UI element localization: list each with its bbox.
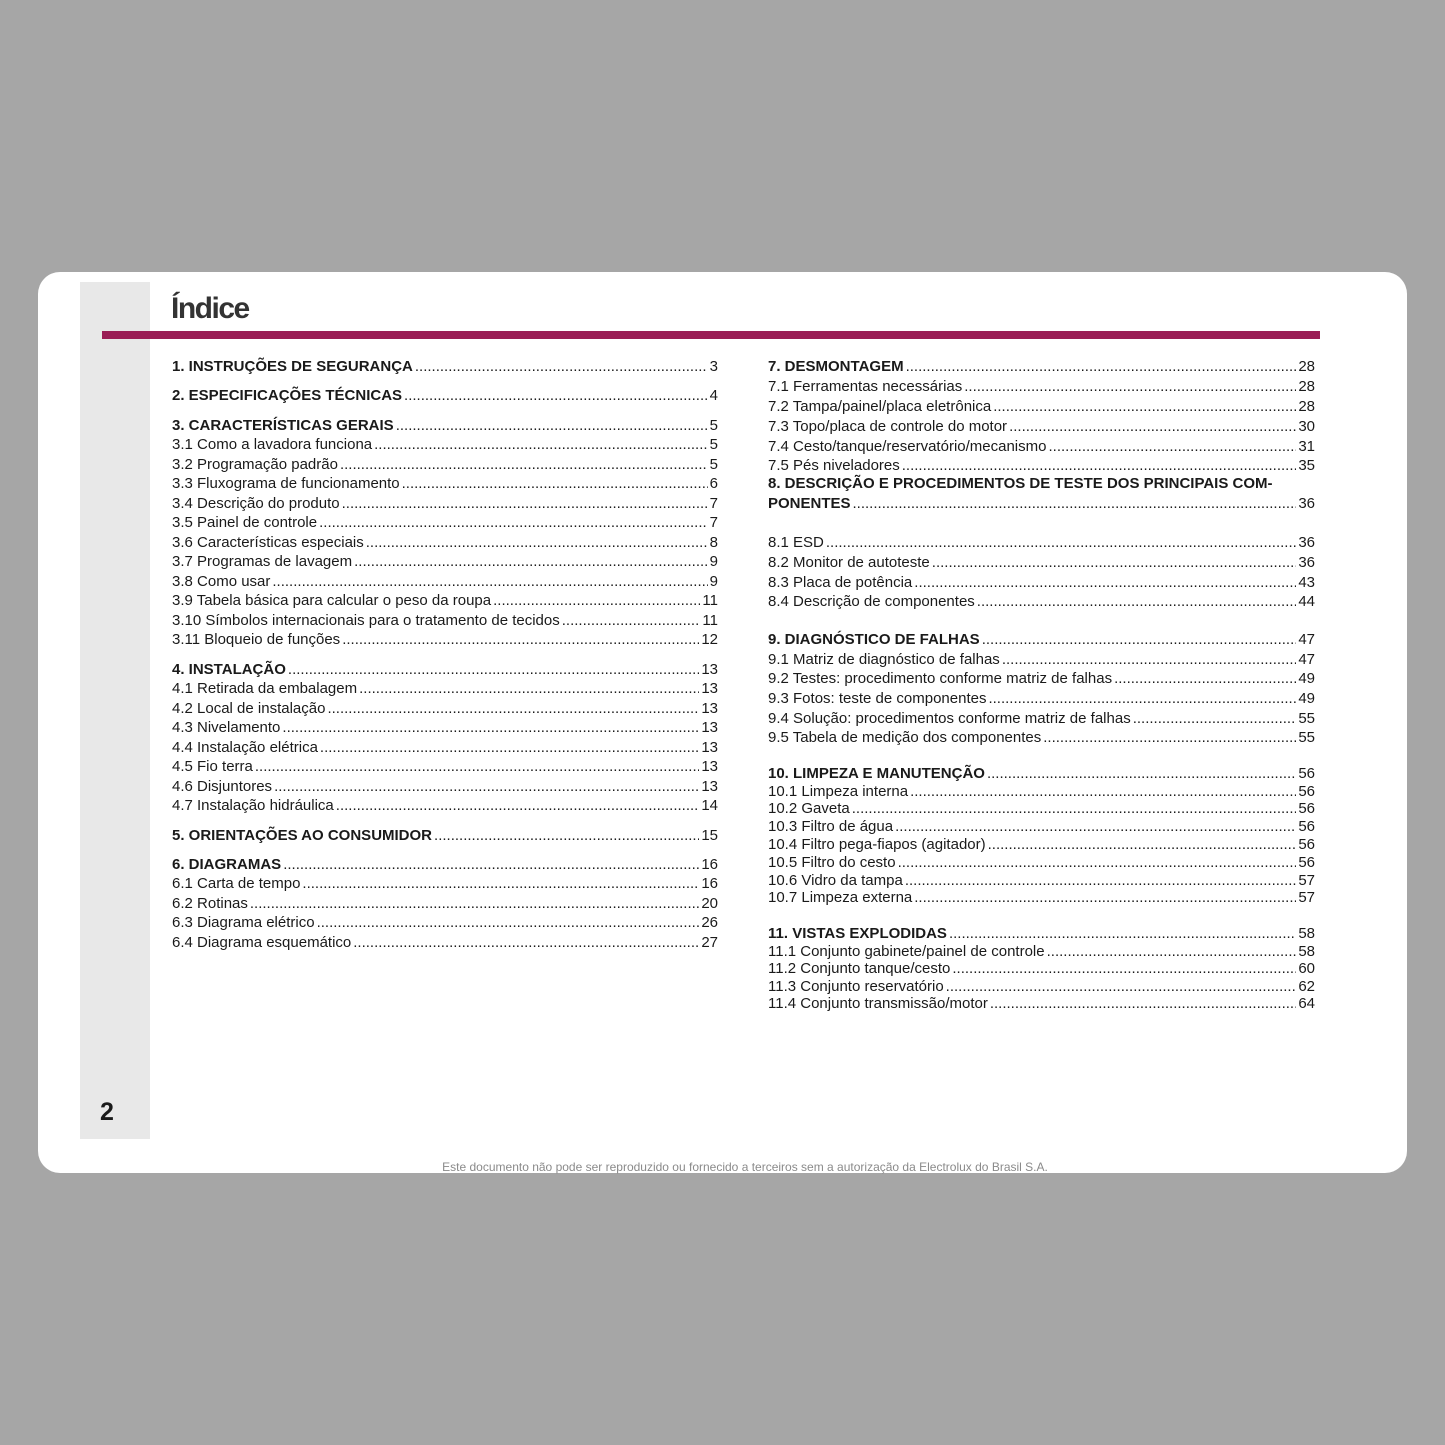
toc-dot-leader [914,574,1296,592]
toc-subsection-entry[interactable] [172,680,718,698]
toc-subsection-entry[interactable] [768,670,1315,688]
toc-dot-leader [366,534,708,552]
toc-entry-label: 6.3 Diagrama elétrico [172,914,315,931]
toc-entry-page: 4 [709,387,718,404]
toc-dot-leader [993,398,1296,416]
toc-dot-leader [952,960,1296,978]
toc-entry-label: 10.5 Filtro do cesto [768,854,896,871]
toc-subsection-entry[interactable] [768,574,1315,592]
toc-entry-label: 9.3 Fotos: teste de componentes [768,690,987,707]
toc-section-entry[interactable] [172,856,718,874]
toc-dot-leader [250,895,699,913]
toc-dot-leader [990,995,1296,1013]
toc-entry-label: 10.1 Limpeza interna [768,783,909,800]
toc-dot-leader [282,719,699,737]
toc-dot-leader [317,914,700,932]
toc-entry-label: 3.10 Símbolos internacionais para o tratamento de tecidos [172,612,560,629]
toc-entry-page: 31 [1298,438,1315,455]
toc-entry-label: 7. DESMONTAGEM [768,358,904,375]
toc-subsection-entry[interactable] [768,818,1315,836]
toc-entry-label: 4.1 Retirada da embalagem [172,680,358,697]
toc-entry-label: 8.4 Descrição de componentes [768,593,975,610]
toc-dot-leader [274,778,699,796]
toc-entry-label: 4.7 Instalação hidráulica [172,797,334,814]
toc-subsection-entry[interactable] [768,398,1315,416]
toc-subsection-entry[interactable] [768,783,1315,801]
toc-section-entry[interactable] [768,631,1315,649]
toc-entry-label: 11.3 Conjunto reservatório [768,978,944,995]
toc-entry-label: 3.6 Características especiais [172,534,364,551]
toc-entry-label: 4.5 Fio terra [172,758,253,775]
toc-entry-label: 9.5 Tabela de medição dos componentes [768,729,1042,746]
toc-entry-label: 3.5 Painel de controle [172,514,318,531]
toc-entry-label: 10.3 Filtro de água [768,818,894,835]
toc-dot-leader [1048,438,1296,456]
toc-entry-label: 6. DIAGRAMAS [172,856,282,873]
toc-entry-label: 4.4 Instalação elétrica [172,739,318,756]
toc-entry-label: 3.4 Descrição do produto [172,495,340,512]
toc-entry-page: 57 [1298,872,1315,889]
toc-entry-page: 27 [701,934,718,951]
toc-subsection-entry[interactable] [768,378,1315,396]
toc-dot-leader [902,457,1297,475]
toc-section-entry[interactable] [172,661,718,679]
toc-entry-label: 3.8 Como usar [172,573,271,590]
toc-entry-label: 9.4 Solução: procedimentos conforme matriz de falhas [768,710,1131,727]
toc-subsection-entry[interactable] [172,758,718,776]
toc-dot-leader [342,495,708,513]
toc-dot-leader [895,818,1296,836]
toc-entry-page: 6 [709,475,718,492]
toc-dot-leader [964,378,1296,396]
toc-entry-label: 6.1 Carta de tempo [172,875,301,892]
toc-entry-label: 3.7 Programas de lavagem [172,553,353,570]
toc-entry-page: 7 [709,495,718,512]
toc-entry-page: 64 [1298,995,1315,1012]
toc-entry-page: 55 [1298,729,1315,746]
toc-dot-leader [1133,710,1297,728]
toc-subsection-entry[interactable] [172,534,718,552]
toc-dot-leader [327,700,699,718]
toc-entry-page: 62 [1298,978,1315,995]
toc-entry-label: 10.4 Filtro pega-fiapos (agitador) [768,836,986,853]
toc-dot-leader [946,978,1297,996]
toc-subsection-entry[interactable] [768,651,1315,669]
toc-subsection-entry[interactable] [768,978,1315,996]
toc-subsection-entry[interactable] [768,710,1315,728]
toc-entry-label: 3.11 Bloqueio de funções [172,631,341,648]
toc-dot-leader [353,934,699,952]
toc-dot-leader [336,797,700,815]
toc-dot-leader [354,553,708,571]
toc-entry-page: 36 [1298,495,1315,512]
toc-entry-label: 7.2 Tampa/painel/placa eletrônica [768,398,992,415]
toc-dot-leader [434,827,699,845]
toc-dot-leader [319,514,708,532]
toc-dot-leader [562,612,701,630]
toc-entry-page: 28 [1298,358,1315,375]
toc-entry-label: 7.1 Ferramentas necessárias [768,378,963,395]
page-title: Índice [171,292,249,325]
toc-entry-page: 12 [701,631,718,648]
toc-section-entry[interactable] [768,765,1315,783]
toc-entry-label: 7.5 Pés niveladores [768,457,900,474]
toc-dot-leader [272,573,707,591]
toc-subsection-entry[interactable] [768,800,1315,818]
toc-section-entry[interactable] [768,925,1315,943]
toc-section-entry[interactable] [768,495,1315,513]
toc-dot-leader [255,758,699,776]
toc-entry-page: 5 [709,417,718,434]
toc-subsection-entry[interactable] [172,514,718,532]
toc-entry-page: 15 [701,827,718,844]
toc-entry-page: 36 [1298,554,1315,571]
toc-entry-label: 3.9 Tabela básica para calcular o peso da roupa [172,592,492,609]
toc-entry-page: 13 [701,661,718,678]
toc-entry-page: 56 [1298,818,1315,835]
toc-entry-page: 5 [709,456,718,473]
toc-dot-leader [906,358,1297,376]
toc-subsection-entry[interactable] [768,457,1315,475]
toc-dot-leader [988,836,1297,854]
toc-entry-page: 28 [1298,398,1315,415]
toc-entry-label: 1. INSTRUÇÕES DE SEGURANÇA [172,358,413,375]
toc-subsection-entry[interactable] [768,995,1315,1013]
toc-entry-page: 43 [1298,574,1315,591]
toc-entry-page: 56 [1298,765,1315,782]
toc-dot-leader [1043,729,1296,747]
toc-entry-page: 16 [701,856,718,873]
toc-subsection-entry[interactable] [768,943,1315,961]
toc-subsection-entry[interactable] [768,690,1315,708]
toc-entry-label: 11.4 Conjunto transmissão/motor [768,995,988,1012]
toc-subsection-entry[interactable] [172,719,718,737]
toc-entry-page: 28 [1298,378,1315,395]
toc-entry-label: 3.1 Como a lavadora funciona [172,436,373,453]
toc-entry-page: 44 [1298,593,1315,610]
toc-subsection-entry[interactable] [172,631,718,649]
toc-dot-leader [415,358,708,376]
toc-dot-leader [898,854,1297,872]
toc-entry-page: 7 [709,514,718,531]
toc-dot-leader [905,872,1296,890]
toc-entry-label: 8.1 ESD [768,534,824,551]
toc-entry-label: 6.4 Diagrama esquemático [172,934,352,951]
toc-entry-label: 11.2 Conjunto tanque/cesto [768,960,951,977]
toc-subsection-entry[interactable] [768,960,1315,978]
toc-subsection-entry[interactable] [768,889,1315,907]
toc-entry-page: 58 [1298,943,1315,960]
toc-entry-page: 36 [1298,534,1315,551]
toc-entry-label: 7.3 Topo/placa de controle do motor [768,418,1008,435]
toc-entry-page: 16 [701,875,718,892]
toc-entry-page: 13 [701,700,718,717]
toc-entry-label: 3. CARACTERÍSTICAS GERAIS [172,417,394,434]
toc-entry-label: 9.2 Testes: procedimento conforme matriz de falhas [768,670,1113,687]
toc-entry-label: 11.1 Conjunto gabinete/painel de controle [768,943,1045,960]
toc-dot-leader [374,436,708,454]
toc-dot-leader [949,925,1296,943]
toc-section-entry[interactable] [172,358,718,376]
toc-entry-label: 9. DIAGNÓSTICO DE FALHAS [768,631,980,648]
toc-entry-page: 55 [1298,710,1315,727]
toc-subsection-entry[interactable] [768,836,1315,854]
toc-entry-page: 49 [1298,670,1315,687]
toc-dot-leader [853,495,1297,513]
toc-subsection-entry[interactable] [768,418,1315,436]
toc-subsection-entry[interactable] [172,436,718,454]
toc-subsection-entry[interactable] [172,797,718,815]
toc-entry-label: 4.3 Nivelamento [172,719,281,736]
toc-entry-page: 13 [701,680,718,697]
toc-subsection-entry[interactable] [172,934,718,952]
toc-dot-leader [1114,670,1296,688]
toc-dot-leader [288,661,699,679]
document-page [38,272,1407,1173]
toc-subsection-entry[interactable] [172,573,718,591]
toc-entry-page: 35 [1298,457,1315,474]
toc-entry-label: 3.2 Programação padrão [172,456,338,473]
toc-subsection-entry[interactable] [768,729,1315,747]
toc-entry-page: 14 [701,797,718,814]
toc-dot-leader [987,765,1296,783]
toc-entry-label: 5. ORIENTAÇÕES AO CONSUMIDOR [172,827,433,844]
toc-subsection-entry[interactable] [172,700,718,718]
toc-entry-page: 47 [1298,631,1315,648]
toc-dot-leader [340,456,708,474]
toc-entry-page: 56 [1298,836,1315,853]
toc-subsection-entry[interactable] [768,438,1315,456]
toc-entry-label: 10.2 Gaveta [768,800,850,817]
footer-notice: Este documento não pode ser reproduzido ou fornecido a terceiros sem a autorização da Electrolux do Brasil S.A. [442,1160,1048,1174]
toc-subsection-entry[interactable] [172,612,718,630]
toc-dot-leader [359,680,699,698]
toc-dot-leader [914,889,1296,907]
toc-subsection-entry[interactable] [768,593,1315,611]
toc-entry-label: 4. INSTALAÇÃO [172,661,286,678]
toc-entry-page: 49 [1298,690,1315,707]
toc-subsection-entry[interactable] [768,854,1315,872]
toc-entry-label: 9.1 Matriz de diagnóstico de falhas [768,651,1000,668]
toc-dot-leader [283,856,699,874]
toc-dot-leader [1002,651,1297,669]
toc-entry-label: 10. LIMPEZA E MANUTENÇÃO [768,765,985,782]
toc-subsection-entry[interactable] [768,872,1315,890]
toc-entry-label: 8.2 Monitor de autoteste [768,554,930,571]
toc-dot-leader [302,875,699,893]
toc-entry-page: 56 [1298,854,1315,871]
toc-entry-page: 8 [709,534,718,551]
toc-entry-label: 4.2 Local de instalação [172,700,326,717]
toc-entry-page: 58 [1298,925,1315,942]
toc-subsection-entry[interactable] [172,475,718,493]
toc-entry-page: 13 [701,758,718,775]
toc-dot-leader [826,534,1296,552]
toc-entry-label: 10.6 Vidro da tampa [768,872,903,889]
toc-subsection-entry[interactable] [172,592,718,610]
toc-entry-label: 11. VISTAS EXPLODIDAS [768,925,947,942]
toc-subsection-entry[interactable] [172,895,718,913]
toc-subsection-entry[interactable] [172,495,718,513]
toc-dot-leader [320,739,699,757]
toc-entry-page: 57 [1298,889,1315,906]
toc-dot-leader [932,554,1297,572]
toc-subsection-entry[interactable] [172,456,718,474]
toc-entry-page: 26 [701,914,718,931]
toc-entry-label: PONENTES [768,495,851,512]
toc-section-entry[interactable] [172,387,718,405]
toc-entry-page: 9 [709,573,718,590]
toc-entry-page: 47 [1298,651,1315,668]
toc-subsection-entry[interactable] [768,534,1315,552]
toc-entry-page: 20 [701,895,718,912]
toc-entry-label: 10.7 Limpeza externa [768,889,913,906]
toc-entry-page: 60 [1298,960,1315,977]
toc-section-entry[interactable] [172,827,718,845]
toc-dot-leader [493,592,700,610]
toc-entry-label: 8.3 Placa de potência [768,574,913,591]
toc-section-entry[interactable] [768,358,1315,376]
toc-entry-page: 13 [701,778,718,795]
toc-dot-leader [977,593,1297,611]
toc-subsection-entry[interactable] [768,554,1315,572]
toc-dot-leader [988,690,1296,708]
toc-entry-page: 5 [709,436,718,453]
page-sidebar [80,282,150,1139]
toc-entry-label: 2. ESPECIFICAÇÕES TÉCNICAS [172,387,403,404]
toc-entry-wrapped-line: 8. DESCRIÇÃO E PROCEDIMENTOS DE TESTE DOS PRINCIPAIS COM- [768,475,1273,492]
toc-subsection-entry[interactable] [172,875,718,893]
toc-dot-leader [982,631,1297,649]
toc-subsection-entry[interactable] [172,914,718,932]
toc-dot-leader [852,800,1297,818]
toc-subsection-entry[interactable] [172,778,718,796]
toc-dot-leader [1009,418,1296,436]
toc-dot-leader [404,387,708,405]
toc-entry-page: 13 [701,719,718,736]
toc-dot-leader [402,475,708,493]
toc-entry-label: 7.4 Cesto/tanque/reservatório/mecanismo [768,438,1047,455]
toc-dot-leader [342,631,699,649]
toc-dot-leader [396,417,708,435]
toc-entry-page: 3 [709,358,718,375]
page-number: 2 [100,1098,114,1126]
toc-entry-page: 11 [702,592,718,609]
title-rule [102,331,1320,339]
toc-entry-label: 6.2 Rotinas [172,895,248,912]
toc-entry-page: 13 [701,739,718,756]
toc-entry-label: 4.6 Disjuntores [172,778,273,795]
toc-entry-page: 9 [709,553,718,570]
toc-entry-page: 56 [1298,800,1315,817]
toc-dot-leader [1047,943,1297,961]
toc-subsection-entry[interactable] [172,553,718,571]
toc-entry-page: 30 [1298,418,1315,435]
toc-section-entry[interactable] [172,417,718,435]
toc-entry-label: 3.3 Fluxograma de funcionamento [172,475,400,492]
toc-subsection-entry[interactable] [172,739,718,757]
toc-entry-page: 11 [702,612,718,629]
toc-entry-page: 56 [1298,783,1315,800]
toc-dot-leader [910,783,1296,801]
